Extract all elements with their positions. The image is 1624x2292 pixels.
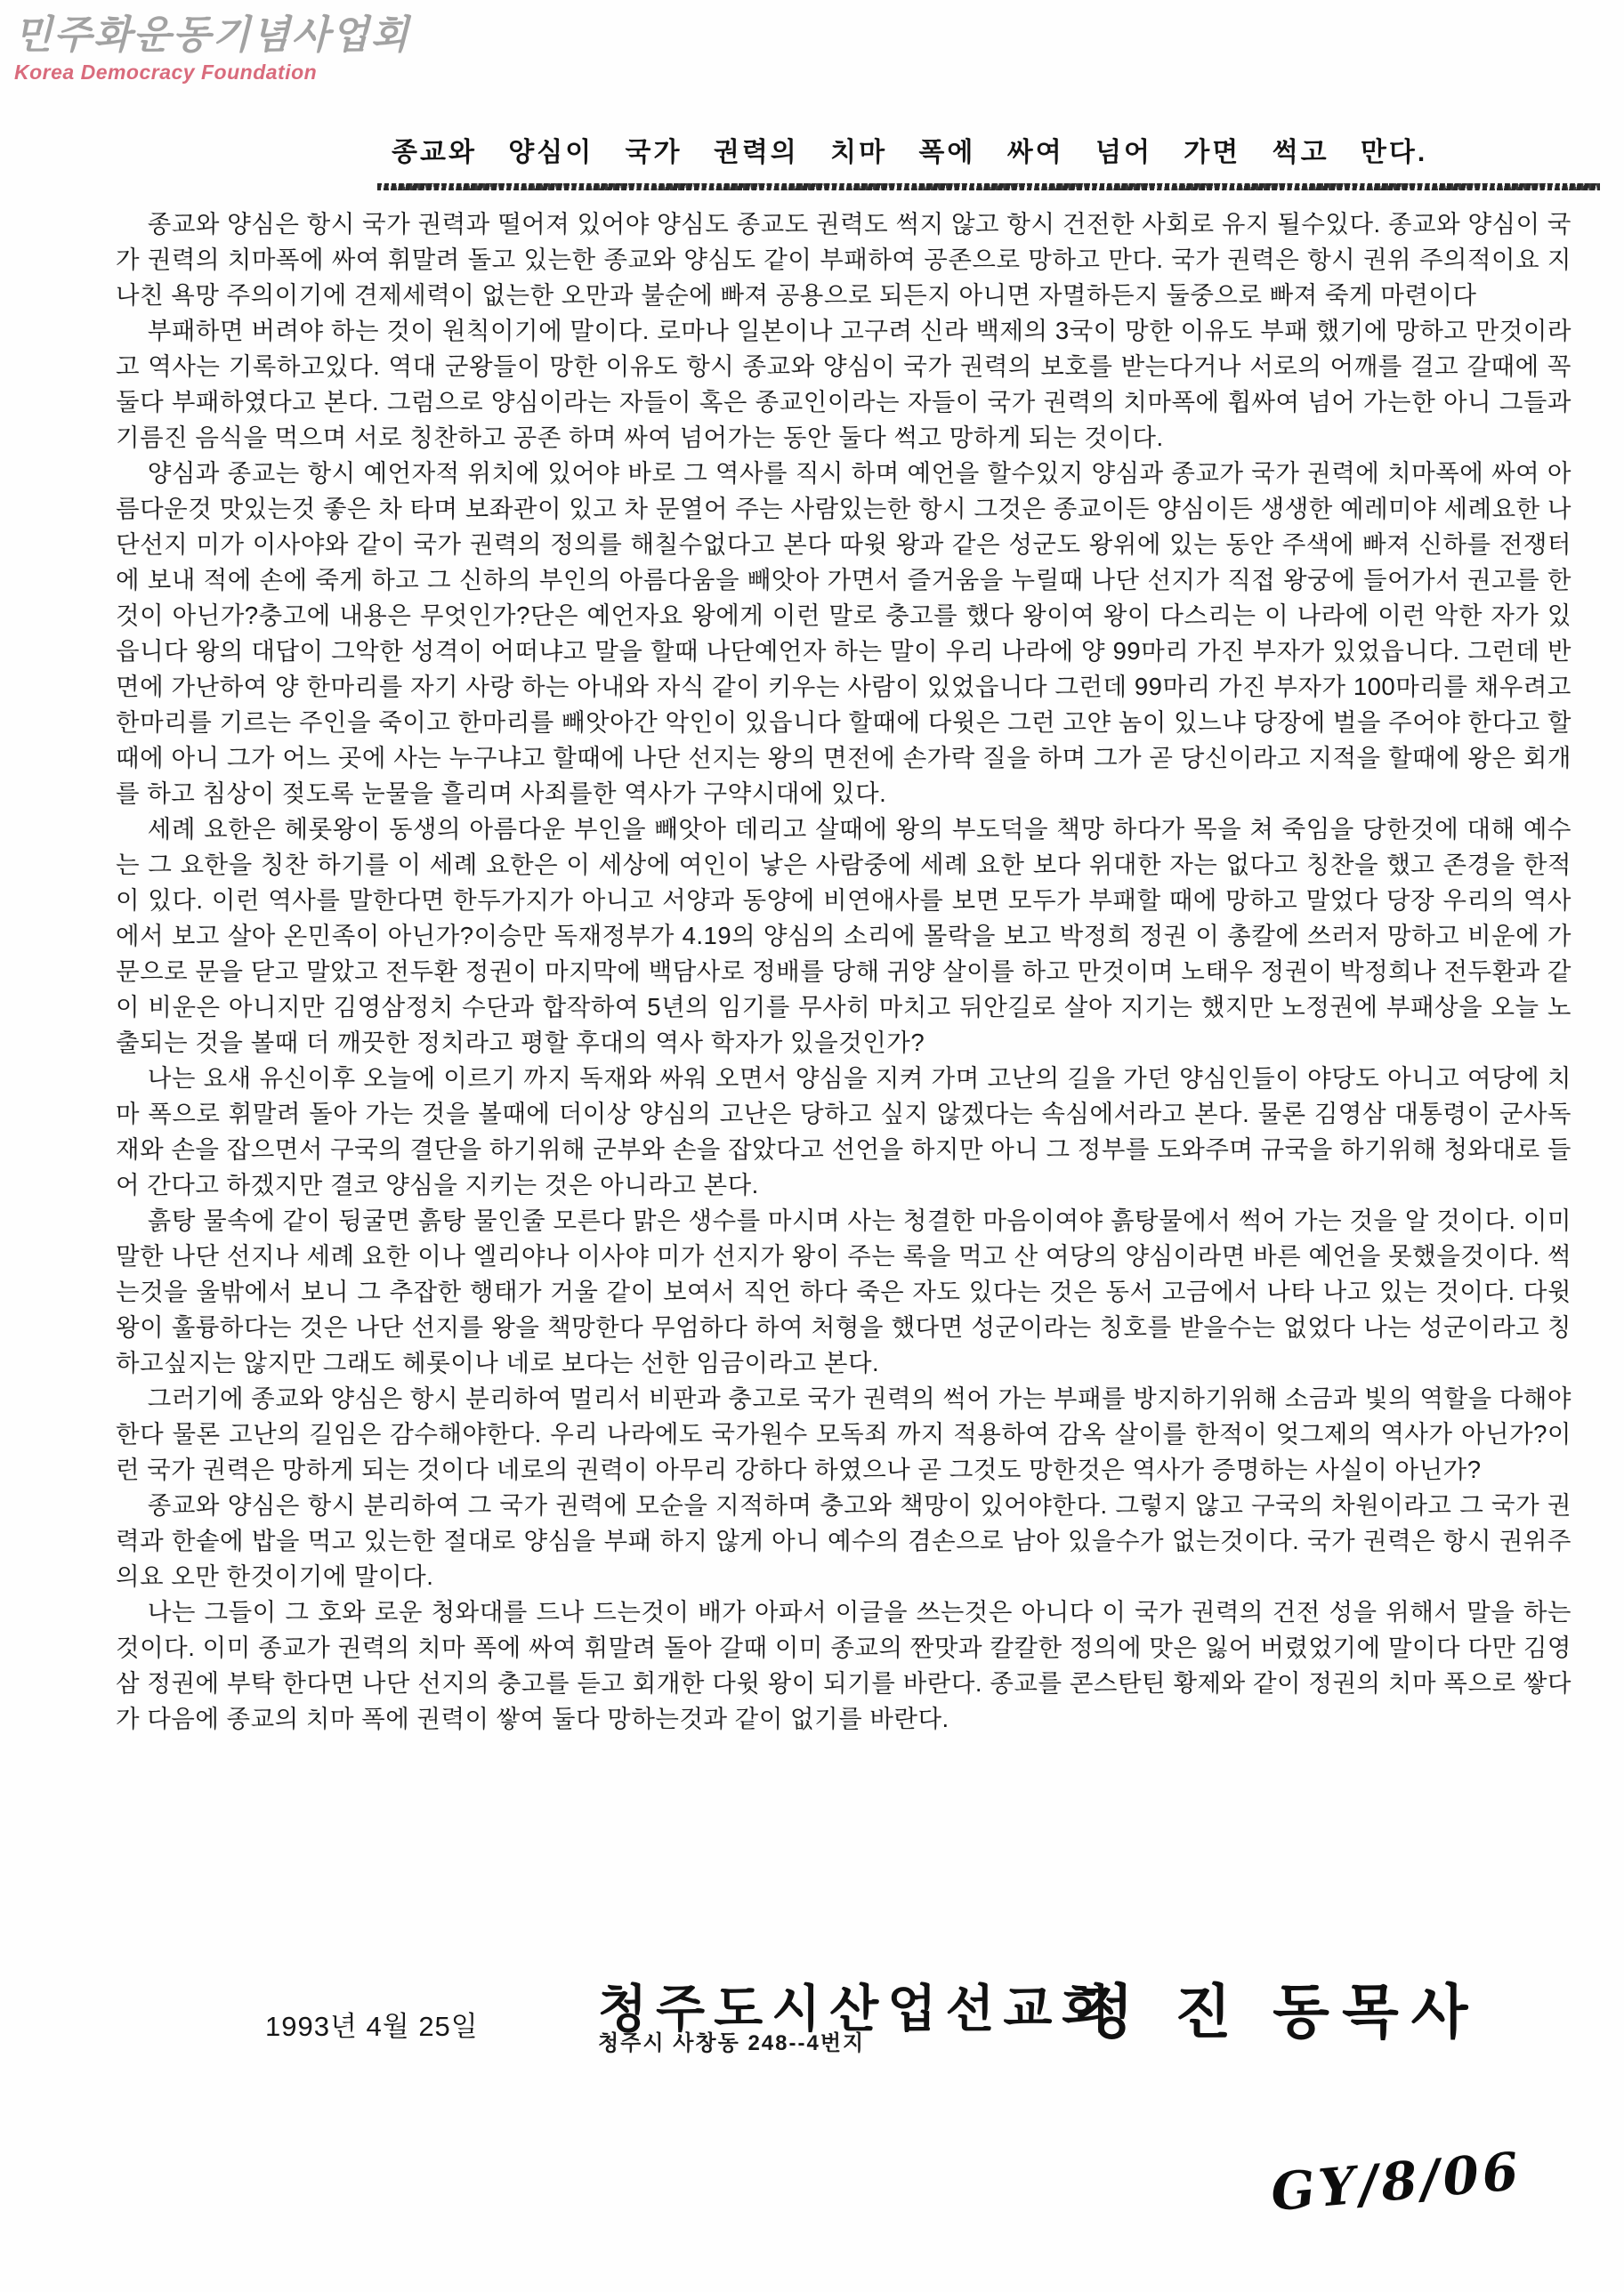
paragraph: 나는 그들이 그 호와 로운 청와대를 드나 드는것이 배가 아파서 이글을 쓰는것은 아니다 이 국가 권력의 건전 성을 위해서 말을 하는 것이다. 이미 종교가 권력의 치마 폭에 싸여 휘말려 돌아 갈때 이미 종교의 짠맛과 칼칼한 정의에 맛은 잃어 버렸었기에 말이다 다만 김영삼 정권에 부탁 한다면 나단 선지의 충고를 듣고 회개한 다윗 왕이 되기를 바란다. 종교를 콘스탄틴 황제와 같이 정권의 치마 폭으로 쌓다가 다음에 종교의 치마 폭에 권력이 쌓여 둘다 망하는것과 같이 없기를 바란다.	[116, 1598, 1571, 1732]
organization-name: 청주도시산업선교회	[598, 1981, 1119, 2038]
document-body	[116, 206, 1571, 1737]
paragraph: 종교와 양심은 항시 국가 권력과 떨어져 있어야 양심도 종교도 권력도 썩지 않고 항시 건전한 사회로 유지 될수있다. 종교와 양심이 국가 권력의 치마폭에 싸여 휘말려 돌고 있는한 종교와 양심도 같이 부패하여 공존으로 망하고 만다. 국가 권력은 항시 권위 주의적이요 지나친 욕망 주의이기에 견제세력이 없는한 오만과 불순에 빠져 공용으로 되든지 아니면 자멸하든지 둘중으로 빠져 죽게 마련이다	[116, 210, 1571, 309]
document-title: 종교와 양심이 국가 권력의 치마 폭에 싸여 넘어 가면 썩고 만다.	[392, 138, 1428, 167]
signature-name: 정 진 동목사	[1077, 1979, 1481, 2045]
archive-logo	[14, 12, 411, 85]
paragraph: 그러기에 종교와 양심은 항시 분리하여 멀리서 비판과 충고로 국가 권력의 썩어 가는 부패를 방지하기위해 소금과 빛의 역할을 다해야한다 물론 고난의 길임은 감수해야한다. 우리 나라에도 국가원수 모독죄 까지 적용하여 감옥 살이를 한적이 엊그제의 역사가 아닌가?이런 국가 권력은 망하게 되는 것이다 네로의 권력이 아무리 강하다 하였으나 곧 그것도 망한것은 역사가 증명하는 사실이 아닌가?	[116, 1384, 1571, 1483]
paragraph: 종교와 양심은 항시 분리하여 그 국가 권력에 모순을 지적하며 충고와 책망이 있어야한다. 그렇지 않고 구국의 차원이라고 그 국가 권력과 한솥에 밥을 먹고 있는한 절대로 양심을 부패 하지 않게 아니 예수의 겸손으로 남아 있을수가 없는것이다. 국가 권력은 항시 권위주의요 오만 한것이기에 말이다.	[116, 1491, 1571, 1590]
title-underline	[377, 183, 1600, 190]
logo-korean-text: 민주화운동기념사업회	[14, 12, 411, 58]
paragraph: 나는 요새 유신이후 오늘에 이르기 까지 독재와 싸워 오면서 양심을 지켜 가며 고난의 길을 가던 양심인들이 야당도 아니고 여당에 치마 폭으로 휘말려 돌아 가는 것을 볼때에 더이상 양심의 고난은 당하고 싶지 않겠다는 속심에서라고 본다. 물론 김영삼 대통령이 군사독재와 손을 잡으면서 구국의 결단을 하기위해 군부와 손을 잡았다고 선언을 하지만 아니 그 정부를 도와주며 규국을 하기위해 청와대로 들어 간다고 하겠지만 결코 양심을 지키는 것은 아니라고 본다.	[116, 1064, 1571, 1198]
paragraph: 세례 요한은 헤롯왕이 동생의 아름다운 부인을 빼앗아 데리고 살때에 왕의 부도덕을 책망 하다가 목을 쳐 죽임을 당한것에 대해 예수는 그 요한을 칭찬 하기를 이 세례 요한은 이 세상에 여인이 낳은 사람중에 세례 요한 보다 위대한 자는 없다고 칭찬을 했고 존경을 한적이 있다. 이런 역사를 말한다면 한두가지가 아니고 서양과 동양에 비연애사를 보면 모두가 부패할 때에 망하고 말었다 당장 우리의 역사에서 보고 살아 온민족이 아닌가?이승만 독재정부가 4.19의 양심의 소리에 몰락을 보고 박정희 정권 이 총칼에 쓰러저 망하고 비운에 가문으로 문을 닫고 말았고 전두환 정권이 마지막에 백담사로 정배를 당해 귀양 살이를 하고 만것이며 노태우 정권이 박정희나 전두환과 같이 비운은 아니지만 김영삼정치 수단과 합작하여 5년의 임기를 무사히 마치고 뒤안길로 살아 지기는 했지만 노정권에 부패상을 오늘 노출되는 것을 볼때 더 깨끗한 정치라고 평할 후대의 역사 학자가 있을것인가?	[116, 815, 1571, 1056]
logo-english-text: Korea Democracy Foundation	[14, 61, 318, 84]
handwritten-archive-code: GY/8/06	[1268, 2140, 1524, 2223]
document-date: 1993년 4월 25일	[265, 2011, 479, 2042]
organization-address: 청주시 사창동 248--4번지	[598, 2031, 866, 2055]
paragraph: 부패하면 버려야 하는 것이 원칙이기에 말이다. 로마나 일본이나 고구려 신라 백제의 3국이 망한 이유도 부패 했기에 망하고 만것이라고 역사는 기록하고있다. 역대 군왕들이 망한 이유도 항시 종교와 양심이 국가 권력의 보호를 받는다거나 서로의 어깨를 걸고 갈때에 꼭 둘다 부패하였다고 본다. 그럼으로 양심이라는 자들이 혹은 종교인이라는 자들이 국가 권력의 치마폭에 휩싸여 넘어 가는한 아니 그들과 기름진 음식을 먹으며 서로 칭찬하고 공존 하며 싸여 넘어가는 동안 둘다 썩고 망하게 되는 것이다.	[116, 317, 1571, 451]
paragraph: 흙탕 물속에 같이 뒹굴면 흙탕 물인줄 모른다 맑은 생수를 마시며 사는 청결한 마음이여야 흙탕물에서 썩어 가는 것을 알 것이다. 이미 말한 나단 선지나 세례 요한 이나 엘리야나 이사야 미가 선지가 왕이 주는 록을 먹고 산 여당의 양심이라면 바른 예언을 못했을것이다. 썩는것을 울밖에서 보니 그 추잡한 행태가 거울 같이 보여서 직언 하다 죽은 자도 있다는 것은 동서 고금에서 나타 나고 있는 것이다. 다윗 왕이 훌륭하다는 것은 나단 선지를 왕을 책망한다 무엄하다 하여 처형을 했다면 성군이라는 칭호를 받을수는 없었다 나는 성군이라고 칭하고싶지는 않지만 그래도 헤롯이나 네로 보다는 선한 임금이라고 본다.	[116, 1207, 1571, 1376]
paragraph: 양심과 종교는 항시 예언자적 위치에 있어야 바로 그 역사를 직시 하며 예언을 할수있지 양심과 종교가 국가 권력에 치마폭에 싸여 아름다운것 맛있는것 좋은 차 타며 보좌관이 있고 차 문열어 주는 사람있는한 항시 그것은 종교이든 양심이든 생생한 예레미야 세례요한 나단선지 미가 이사야와 같이 국가 권력의 정의를 해칠수없다고 본다 따윗 왕과 같은 성군도 왕위에 있는 동안 주색에 빠져 신하를 전쟁터에 보내 적에 손에 죽게 하고 그 신하의 부인의 아름다움을 빼앗아 가면서 즐거움을 누릴때 나단 선지가 직접 왕궁에 들어가서 권고를 한것이 아닌가?충고에 내용은 무엇인가?단은 예언자요 왕에게 이런 말로 충고를 했다 왕이여 왕이 다스리는 이 나라에 이런 악한 자가 있읍니다 왕의 대답이 그악한 성격이 어떠냐고 말을 할때 나단예언자 하는 말이 우리 나라에 양 99마리 가진 부자가 있었읍니다. 그런데 반면에 가난하여 양 한마리를 자기 사랑 하는 아내와 자식 같이 키우는 사람이 있었읍니다 그런데 99마리 가진 부자가 100마리를 채우려고 한마리를 기르는 주인을 죽이고 한마리를 빼앗아간 악인이 있읍니다 할때에 다윗은 그런 고얀 놈이 있느냐 당장에 벌을 주어야 한다고 할때에 아니 그가 어느 곳에 사는 누구냐고 할때에 나단 선지는 왕의 면전에 손가락 질을 하며 그가 곧 당신이라고 지적을 할때에 왕은 회개를 하고 침상이 젖도록 눈물을 흘리며 사죄를한 역사가 구약시대에 있다.	[116, 459, 1571, 807]
